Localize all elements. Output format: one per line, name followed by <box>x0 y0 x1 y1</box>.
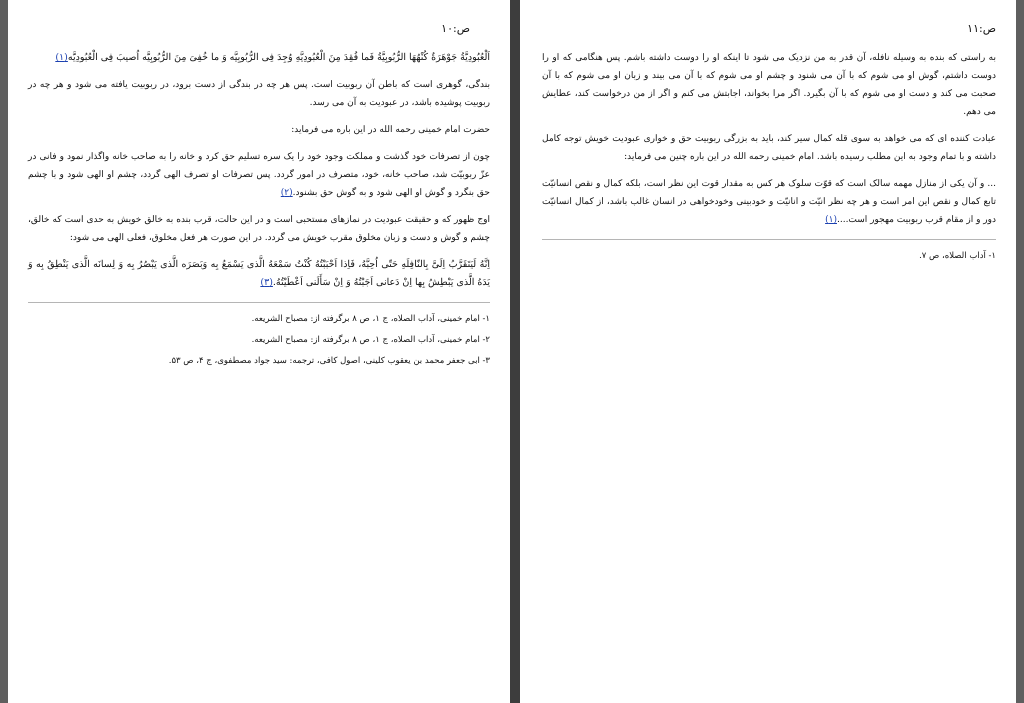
paragraph-text: ... و آن یکی از منازل مهمه سالک است که قوّت سلوک هر کس به مقدار قوت این نظر است، بلکه کمال و نقص انسانیّت تابع کمال و نقص این امر است و هر چه نظر انیّت و انانیّت و خودبینی وخودخواهی در انسان غالب باشد، از کمال انسانیّت دور و از مقام قرب ربوبیت مهجور است.... <box>542 179 996 225</box>
footnote-link-2[interactable]: (۲) <box>280 188 293 198</box>
quote-paragraph <box>542 175 996 229</box>
paragraph-text: اِنَّهُ لَيَتَقَرَّبُ اِلَىَّ بِالنّافِلَهِ حَتّى اُحِبَّهُ، فَاِذا اَحْبَبْتُهُ كُنْتُ سَمْعَهُ الَّذى يَسْمَعُ بِه وَبَصَرَه الَّذى يَبْصُرُ بِه وَ لِسانَه الَّذى يَنْطِقُ بِه وَ يَدَهُ الَّذى يَبْطِشُ بِها اِنْ دَعانى اَجَبْتُهُ وَ اِنْ سَأَلَنى اَعْطَيْتُهُ. <box>28 259 490 288</box>
footnote: ۱- امام خمینی، آداب الصلاه، ج ۱، ص ۸ برگرفته از: مصباح الشریعه. <box>251 314 490 324</box>
footnote-link-1[interactable]: (۱) <box>825 215 837 225</box>
paragraph-text: اَلْعُبُودِيَّةُ جَوْهَرَةٌ كُنْهُهَا الرُّبُوبِيَّةُ فَما فُقِدَ مِنَ الْعُبُودِيَّهِ وُجِدَ فِى الرُّبُوبِيَّه وَ ما خُفِىَ مِنَ الرُّبُوبِيَّه اُصيبَ فِى الْعُبُودِيَّه <box>67 52 490 63</box>
footnote: ۳- ابی جعفر محمد بن یعقوب کلینی، اصول کافی، ترجمه: سید جواد مصطفوی، ج ۴، ص ۵۳. <box>168 356 490 366</box>
paragraph-text: چون از تصرفات خود گذشت و مملکت وجود خود را یک سره تسلیم حق کرد و خانه را به صاحب خانه واگذار نمود و فانی در عزّ ربوبیّت شد، صاحب خانه، خود، متصرف در امور گردد. پس تصرفات او تصرف الهی گردد، چشم او الهی شود و با چشم حق بنگرد و گوش او الهی شود و به گوش حق بشنود. <box>28 152 490 198</box>
page-number: ص:۱۰ <box>441 22 470 35</box>
arabic-hadith-paragraph <box>28 49 490 67</box>
paragraph: بندگی، گوهری است که باطن آن ربوبیت است. پس هر چه در بندگی از دست برود، در ربوبیت یافته می شود و هر چه در ربوبیت پوشیده باشد، در عبودیت به آن می رسد. <box>28 80 490 108</box>
footnote-separator <box>28 302 490 303</box>
paragraph: به راستی که بنده به وسیله نافله، آن قدر به من نزدیک می شود تا اینکه او را دوست داشته باشم. پس هنگامی که او را دوست داشتم، گوش او می شوم که با آن می شنود و چشم او می شوم که با آن می بیند و زبان او می شوم که با آن صحبت می کند و دست او می شوم که با آن بگیرد. اگر مرا بخواند، اجابتش می کنم و اگر از من درخواست کند، عطایش می دهم. <box>542 53 996 117</box>
footnote: ۱- آداب الصلاه، ص ۷. <box>919 251 996 261</box>
left-page <box>8 0 510 703</box>
footnote-link-1[interactable]: (۱) <box>55 52 68 63</box>
arabic-hadith-paragraph <box>28 256 490 292</box>
quote-paragraph <box>28 148 490 202</box>
page-gutter <box>510 0 520 703</box>
paragraph: حضرت امام خمینی رحمه الله در این باره می فرماید: <box>291 125 490 135</box>
paragraph: عبادت کننده ای که می خواهد به سوی قله کمال سیر کند، باید به بزرگی ربوبیت حق و خواری عبودیت خویش توجه کامل داشته و با تمام وجود به این مطلب رسیده باشد. امام خمینی رحمه الله در این باره چنین می فرماید: <box>542 134 996 162</box>
page-number: ص:۱۱ <box>967 22 996 35</box>
footnote-separator <box>542 239 996 240</box>
footnote-link-3[interactable]: (۳) <box>260 277 273 288</box>
footnote: ۲- امام خمینی، آداب الصلاه، ج ۱، ص ۸ برگرفته از: مصباح الشریعه. <box>251 335 490 345</box>
paragraph: اوج ظهور که و حقیقت عبودیت در نمازهای مستحبی است و در این حالت، قرب بنده به خالق خویش به حدی است که خالق، چشم و گوش و دست و زبان مخلوق مقرب خویش می گردد. در این صورت هر فعل مخلوق، فعلی الهی می شود: <box>28 215 490 243</box>
right-page <box>520 0 1016 703</box>
